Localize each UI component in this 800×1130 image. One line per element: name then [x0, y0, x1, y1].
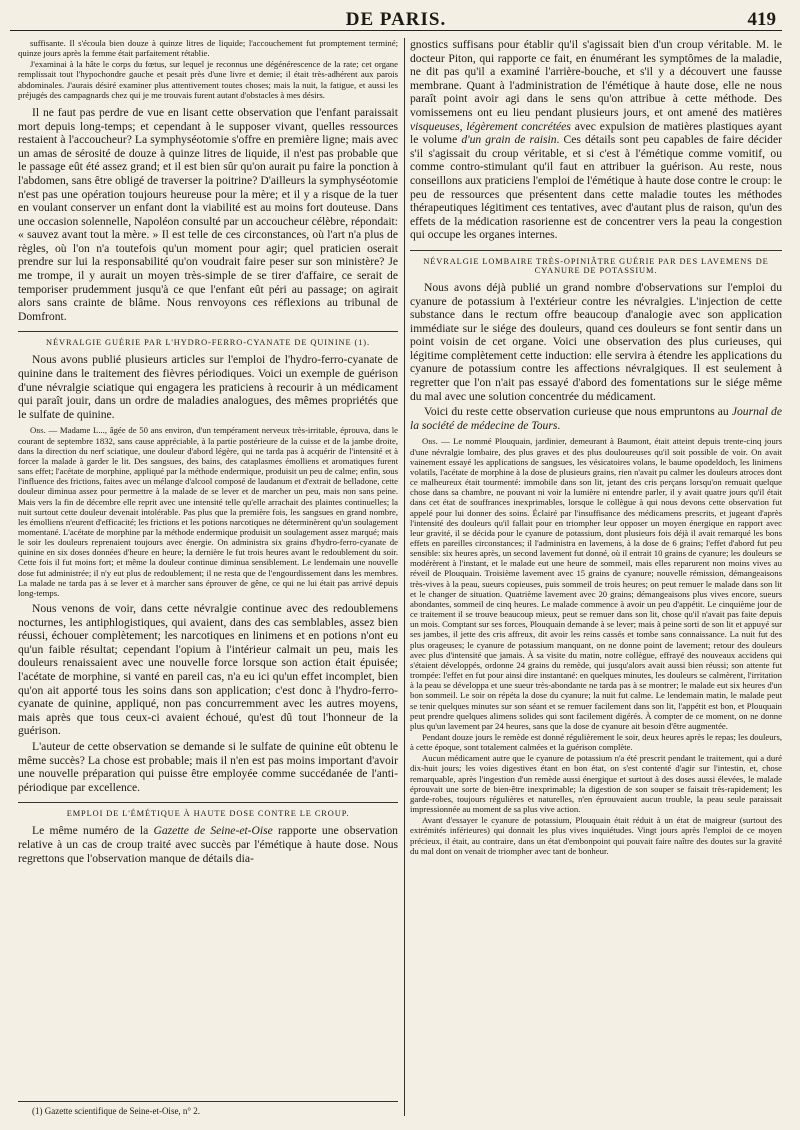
observation-label: Obs.	[422, 436, 438, 447]
continued-observation-end: suffisante. Il s'écoula bien douze à quinze litres de liquide; l'accouchement fut promptement terminé; quinze jours après la femme était parfaitement rétablie.	[18, 38, 398, 59]
commentary-paragraph: Il ne faut pas perdre de vue en lisant cette observation que l'enfant paraissait mort depuis long-temps; et cependant à le supposer vivant, quelles ressources restaient à l'accoucheur? La symphyséotomie s'offre en première ligne; mais avec un amas de sérosité de douze à quinze litres de liquide, il n'est pas probable que le passage eût été assez grand; et il est bien sûr qu'on aurait pu faire la ponction à l'abdomen, sans être obligé de traverser la poitrine? D'ailleurs la symphyséotomie n'est pas une opération toujours heureuse pour la mère; et il y a risque de la tuer en voulant conserver un enfant dont la viabilité est au moins fort douteuse. Dans une occasion solennelle, Napoléon consulté par un accoucheur célèbre, répondait: « sauvez avant tout la mère. » Il est telle de ces circonstances, où l'art n'a plus de règles, où l'on n'a toutefois qu'un moment pour agir; quel praticien oserait prendre sur lui la responsabilité qu'on voudrait faire peser sur son ministère? Je me trompe, il y aurait un moyen très-simple de se tirer d'affaire, ce serait de temporiser prudemment jusqu'à ce que l'enfant eût péri au passage; on agirait alors sans crainte de blâme. Nous renvoyons ces réflexions au tribunal de Domfront.	[18, 105, 398, 323]
observation-text: — Madame L..., âgée de 50 ans environ, d'un tempérament nerveux très-irritable, éprouva, dans le courant de septembre 1832, sans cause appréciable, à la partie postérieure de la cuisse et de la jambe droite, dans la direction du nerf sciatique, une douleur d'abord légère, qui ne tarda pas à acquérir de l'intensité et à forcer la malade à garder le lit. Des sangsues, des bains, des cataplasmes émolliens et aromatiques furent sans effet; l'acétate de morphine, appliqué par la méthode endermique, produisit un peu de calme; enfin, sous l'influence des frictions, faites avec un mélange d'alcool composé de laudanum et d'extrait de belladone, cette douleur diminua assez pour permettre à la malade de se lever et de marcher un peu, mais non sans peine. Mais vers la fin de décembre elle reprit avec une intensité telle qu'elle arrachait des plaintes continuelles; la nuit surtout cette douleur devenait intolérable. Pas plus que la première fois, les sangsues en grand nombre, les émolliens n'eurent d'efficacité; les frictions et les potions narcotiques ne déterminèrent qu'un soulagement momentané. L'acétate de morphine par la méthode endermique produisit un soulagement assez marqué; mais le soir les douleurs reprenaient toujours avec énergie. On administra six grains d'hydro-ferro-cyanate de quinine en six doses données d'heure en heure; la dernière le fut trois heures avant le redoublement du soir. Cette fois il fut moins fort; et même la douleur continue diminua sensiblement. Le lendemain une nouvelle dose fut administrée; il n'y eut plus de redoublement; il ne resta que de l'engourdissement dans les membres. La malade ne tarda pas à se lever et à marcher sans éprouver de gêne, ce qui ne lui était pas arrivé depuis long-temps.	[18, 425, 398, 598]
column-divider	[404, 38, 405, 1116]
columns	[18, 38, 782, 1116]
croup-intro-text-a: Le même numéro de la	[32, 824, 154, 838]
right-column	[410, 38, 782, 1116]
croup-emphasis-1: visqueuses, légèrement concrétées	[410, 119, 571, 133]
quinine-intro-paragraph: Nous avons publié plusieurs articles sur l'emploi de l'hydro-ferro-cyanate de quinine dans le traitement des fièvres périodiques. Voici un exemple de guérison d'une névralgie sciatique qui engagera les praticiens à recourir à un médicament qui paraît jouir, dans un ordre de maladies analogues, des mêmes propriétés que le sulfate de quinine.	[18, 353, 398, 421]
section-heading-lumbar-neuralgia: NÉVRALGIE LOMBAIRE TRÈS-OPINIÂTRE GUÉRIE PAR DES LAVEMENS DE CYANURE DE POTASSIUM.	[410, 250, 782, 275]
croup-emphasis-2: d'un grain de raisin	[461, 133, 557, 147]
croup-text-b: avec expulsion de matières plastiques ayant le volume	[410, 119, 782, 147]
croup-continuation-paragraph	[410, 38, 782, 242]
page-header	[10, 8, 782, 31]
running-title: DE PARIS.	[345, 9, 447, 30]
observation-label: Obs.	[30, 425, 46, 436]
left-column	[18, 38, 398, 1116]
cyanide-observation-paragraph	[410, 436, 782, 731]
section-heading-emetic-croup: EMPLOI DE L'ÉMÉTIQUE À HAUTE DOSE CONTRE LE CROUP.	[18, 802, 398, 818]
cyanide-weight-paragraph: Avant d'essayer le cyanure de potassium, Plouquain était réduit à un état de maigreur (surtout des extrémités inférieures) qui donnait les plus vives inquiétudes. Vingt jours après l'emploi de ce moyen précieux, il était, au contraire, dans un état d'embonpoint qui pouvait faire naître des doutes sur la gravité du mal dont on venait de triompher avec tant de bonheur.	[410, 815, 782, 856]
quinine-discussion-paragraph: Nous venons de voir, dans cette névralgie continue avec des redoublemens nocturnes, les antiphlogistiques, qui avaient, dans des cas semblables, assez bien réussi, échouer complètement; les narcotiques en linimens et en potions n'ont eu qu'un faible résultat; cependant l'opium à l'intérieur calmait un peu, mais les douleurs renaissaient avec une nouvelle force lorsque son action était épuisée; l'acétate de morphine, si vanté en pareil cas, n'a eu ici qu'un effet incomplet, bien qu'on ait apporté tous les soins dans son application; c'est donc à l'hydro-ferro-cyanate de quinine, appliqué, non pas concurremment avec les autres moyens, mais après que tous ceux-ci avaient échoué, qu'est dû tout l'honneur de la guérison.	[18, 602, 398, 738]
fetus-examination-paragraph: J'examinai à la hâte le corps du fœtus, sur lequel je reconnus une dégénérescence de la rate; cet organe remplissait tout l'hypochondre gauche et pesait près d'une livre et demie; il était très-adhérent aux parois abdominales. J'aurais désiré examiner plus attentivement toutes choses; mais la nuit, la fatigue, et aussi les préjugés des campagnards chez qui je me trouvais furent autant d'obstacles à mes désirs.	[18, 59, 398, 100]
quinine-observation-paragraph	[18, 425, 398, 598]
croup-intro-text-b: rapporte une observation relative à un cas de croup traité avec succès par l'émétique à haute dose. Nous regrettons que l'observation manque de détails dia-	[18, 824, 398, 865]
newspaper-page	[10, 8, 782, 1122]
croup-text-a: gnostics suffisans pour établir qu'il s'agissait bien d'un croup véritable. M. le docteur Piton, qui rapporte ce fait, en énumérant les symptômes de la maladie, ne dit pas qu'il a examiné l'arrière-bouche, et s'il y a découvert une fausse membrane. Quant à l'administration de l'émétique à haute dose, elle ne nous paraît point avoir agi dans le sens qu'on attribue à cette méthode. Des vomissemens ont eu lieu pendant plusieurs jours, et ont amené des matières	[410, 38, 782, 119]
observation-text: — Le nommé Plouquain, jardinier, demeurant à Baumont, était atteint depuis trente-cinq jours d'une névralgie lombaire, des plus graves et des plus douloureuses qu'il soit possible de voir. On avait vainement essayé les applications de sangsues, les vésicatoires volans, le baume opodeldoch, les linimens volatils, l'acétate de morphine à la dose de plusieurs grains, rien n'avait pu calmer les douleurs atroces dont ce malheureux était tourmenté: immobile dans son lit, jetant des cris perçans lorsqu'on remuait quelque chose dans sa chambre, ne pouvant ni voir la lumière ni entendre parler, il y avait quatre jours qu'il était dans cet état de souffrances inexprimables, lorsque le collègue à qui nous devons cette observation fut appelé pour lui donner des soins. Éclairé par l'insuffisance des médicamens prescrits, et jugeant d'après l'intensité des douleurs qu'il fallait pour en triompher leur opposer un moyen énergique en rapport avec leur gravité, il se décida pour le cyanure de potassium, dont plusieurs fois déjà il avait remarqué les bons effets en pareilles circonstances; il l'administra en lavemens, à la dose de 6 grains; l'effet d'abord fut peu sensible: six heures après, un second lavement fut donné, où il entrait 10 grains de cyanure; les douleurs se modérèrent à l'instant, et le malade eut une heure de sommeil, mais elles reparurent non moins vives au réveil de Plouquain. Troisième lavement avec 15 grains de cyanure; nouvelle rémission, démangeaisons très-vives à la peau, sueurs copieuses, puis sommeil de trois heures; on peut remuer le malade dans son lit et le changer de situation. Quatrième lavement avec 20 grains; démangeaisons plus vives encore, sueurs abondantes, sommeil de cinq heures. Le malade commence à avoir un peu d'appétit. Le cinquième jour de ce traitement il se trouve beaucoup mieux, peut se remuer dans son lit, chose qu'il n'avait pas faite depuis un mois. Comptant sur ses forces, Plouquain demande à se lever; mais à peine sorti de son lit et appuyé sur ses jambes, il jette des cris affreux, dit avoir les reins cassés et tombe sans connaissance. La nuit fut des plus orageuses; le cyanure de potassium manquant, on ne donne point de lavement; retour des douleurs avec plus d'intensité que jamais. À sa visite du matin, notre collègue, effrayé des nouveaux accidens qui s'étaient développés, ordonne 24 grains du remède, qui jusqu'alors avait aussi bien réussi; son attente fut trompée: l'effet en fut pour ainsi dire instantané: en quelques minutes, les douleurs se calmèrent, l'irritation à la peau se développa et une sueur très-abondante ne tarda pas à se montrer; le malade eut six heures d'un bon sommeil. Le soir on répéta la dose du cyanure; la nuit fut calme. Le lendemain matin, le malade peut se tenir quelques minutes sur son séant et se remuer facilement dans son lit, l'appétit est bon, et Plouquain peut prendre quelques alimens solides qui sont facilement digérés. À compter de ce moment, on ne donne plus qu'un lavement par 24 heures, sans que la dose de cyanure ait besoin d'être augmentée.	[410, 436, 782, 731]
croup-text-c: . Ces détails sont peu capables de faire décider s'il s'agissait du croup véritable, et si c'est à l'émétique comme vomitif, ou comme contro-stimulant qu'il faut en attribuer la guérison. Au reste, nous conseillons aux praticiens l'emploi de l'émétique à haute dose contre le croup: le peu de ressources que présentent dans cette maladie toutes les méthodes thérapeutiques légitiment ces tentatives, avec d'autant plus de raison, qu'un des effets de la médication rasorienne est de concentrer vers la peau la congestion qui occupe les organes internes.	[410, 133, 782, 242]
cyanide-source-text-b: .	[557, 418, 561, 432]
cyanide-source-text-a: Voici du reste cette observation curieuse que nous empruntons au	[424, 405, 732, 419]
quinine-conclusion-paragraph: L'auteur de cette observation se demande si le sulfate de quinine eût obtenu le même succès? La chose est probable; mais il n'en est pas moins important d'avoir une nouvelle préparation qui puisse être employée comme succédanée de l'anti-périodique par excellence.	[18, 740, 398, 794]
journal-title-gazette: Gazette de Seine-et-Oise	[153, 824, 273, 838]
page-number: 419	[747, 9, 776, 30]
cyanide-twelve-days-paragraph: Pendant douze jours le remède est donné régulièrement le soir, deux heures après le repas; les douleurs, à cette époque, sont totalement calmées et la guérison complète.	[410, 731, 782, 753]
cyanide-intro-paragraph: Nous avons déjà publié un grand nombre d'observations sur l'emploi du cyanure de potassium à l'extérieur contre les névralgies. L'injection de cette substance dans le rectum offre beaucoup d'analogie avec son application immédiate sur le siége des douleurs, quand ces douleurs se font sentir dans un point voisin de cet organe. Voici une observation des plus curieuses, qui légitime complètement cette induction: elle servira à étendre les applications du cyanure de potassium contre les affections névralgiques. Il est seulement à regretter que l'on n'ait pas essayé d'abord des fomentations sur le siége même du mal avec une solution concentrée du médicament.	[410, 280, 782, 403]
section-heading-neuralgia-quinine: NÉVRALGIE GUÉRIE PAR L'HYDRO-FERRO-CYANATE DE QUININE (1).	[18, 331, 398, 347]
journal-title-tours: Journal de la société de médecine de Tours	[410, 405, 782, 432]
cyanide-source-paragraph	[410, 405, 782, 432]
cyanide-no-other-medicine-paragraph: Aucun médicament autre que le cyanure de potassium n'a été prescrit pendant le traitement, qui a duré dix-huit jours; les voies digestives étant en bon état, on s'est contenté d'agir sur l'intestin, et, chose remarquable, après l'ingestion d'un remède aussi énergique et surtout à des doses aussi élevées, le malade éprouvait une sorte de bien-être inexprimable; la digestion de son souper se faisait très-rapidement; les garde-robes, toujours régulières et naturelles, n'en éprouvaient aucun trouble, la peau seule paraissait impressionnée au moment de sa plus vive action.	[410, 753, 782, 815]
croup-intro-paragraph	[18, 824, 398, 865]
footnote: (1) Gazette scientifique de Seine-et-Oise, n° 2.	[18, 1101, 398, 1116]
